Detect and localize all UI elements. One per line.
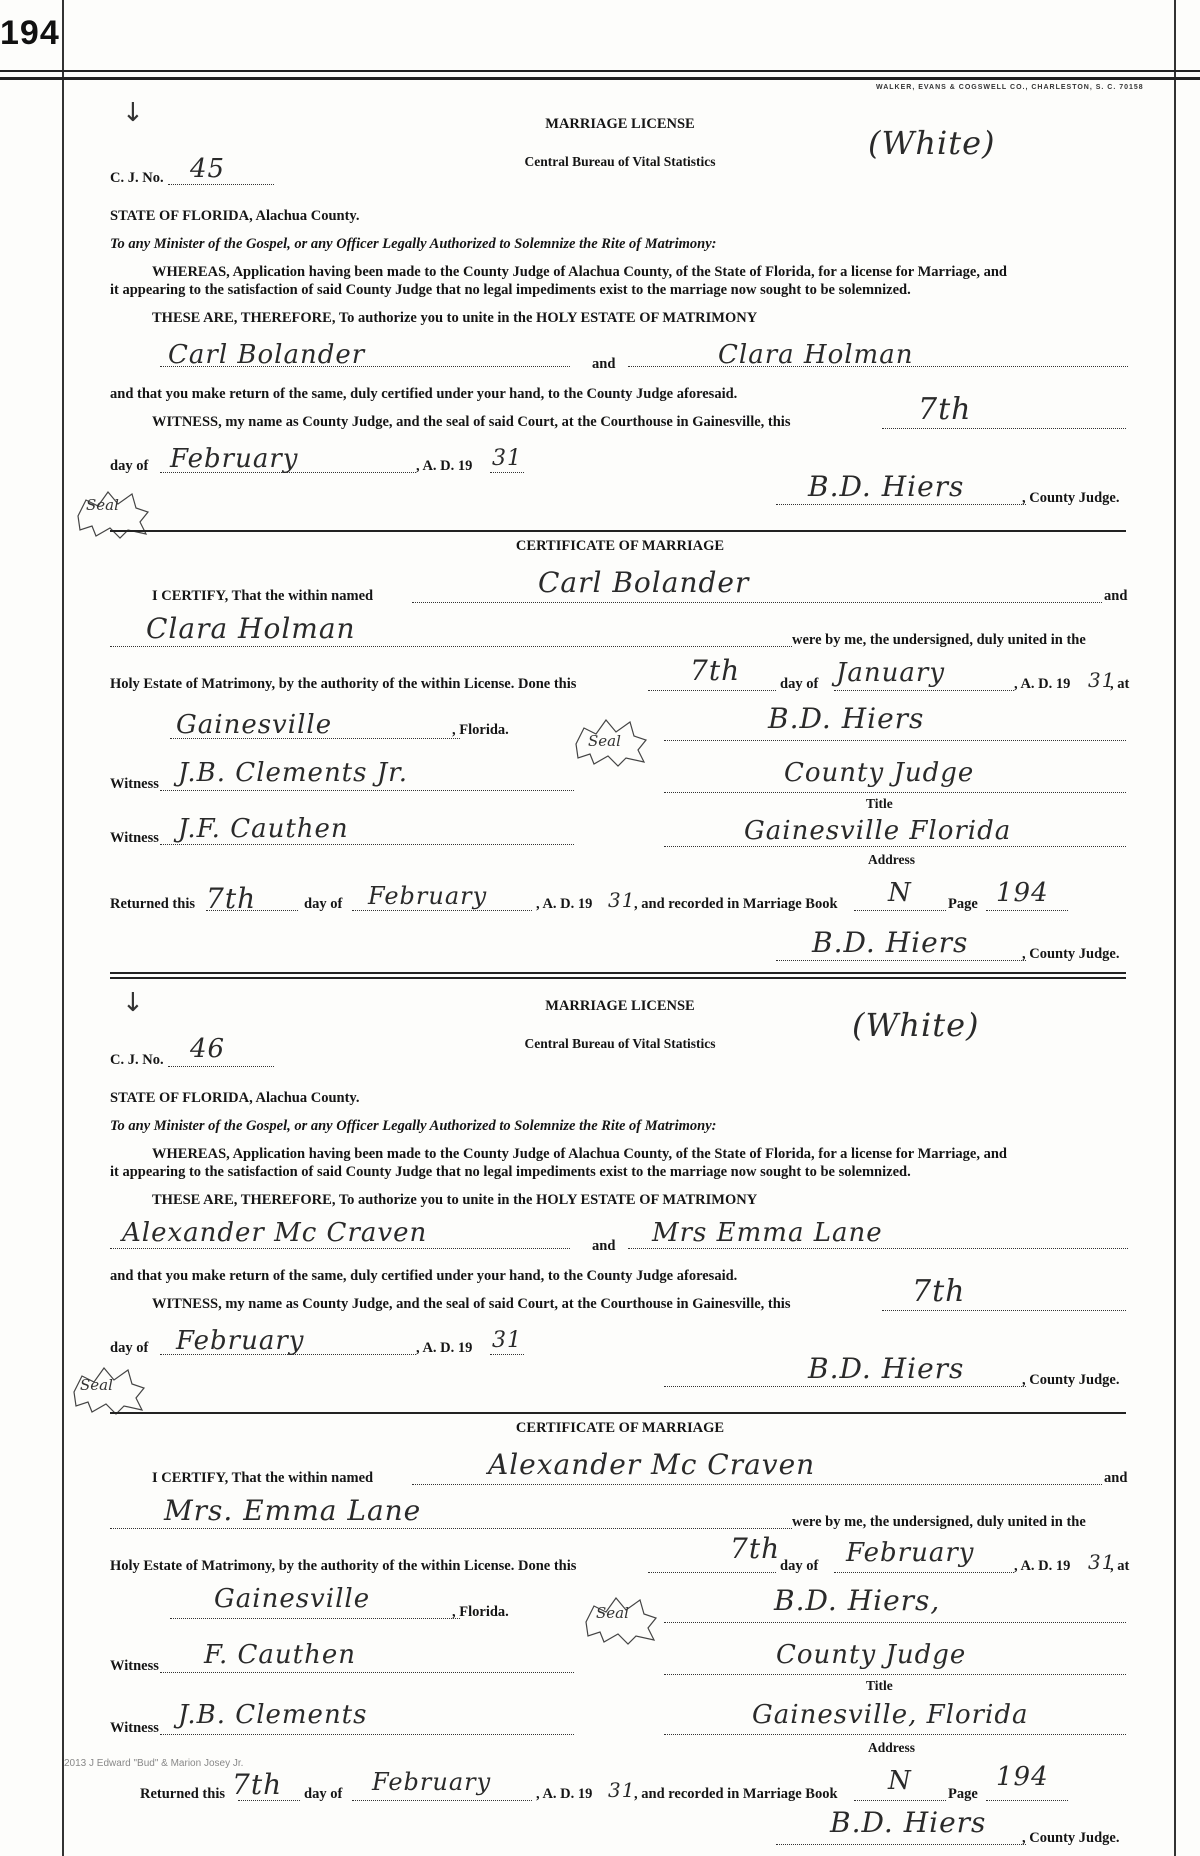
top-rule: [0, 70, 1200, 72]
cj-no-label: C. J. No.: [110, 1052, 164, 1068]
done-month-line: [834, 690, 1014, 691]
record-divider: [110, 972, 1126, 974]
returned-this-label: Returned this: [110, 896, 195, 912]
done-month-line: [834, 1572, 1014, 1573]
holy-estate-label: Holy Estate of Matrimony, by the authority of the within License. Done this: [110, 1558, 577, 1574]
witness-label-2: Witness: [110, 1720, 159, 1736]
groom-name: Alexander Mc Craven: [122, 1218, 428, 1248]
ad-label: , A. D. 19: [416, 458, 473, 474]
certificate-heading: CERTIFICATE OF MARRIAGE: [515, 538, 725, 554]
witness-2-line: [160, 1734, 574, 1735]
i-certify-label: I CERTIFY, That the within named: [152, 588, 374, 604]
recorder-signature: B.D. Hiers: [812, 926, 969, 959]
were-by-me-label: were by me, the undersigned, duly united in the: [792, 1514, 1086, 1530]
done-month: February: [846, 1538, 975, 1568]
bureau-label: Central Bureau of Vital Statistics: [524, 154, 716, 169]
address-label: Address: [868, 1740, 916, 1755]
day-of-label-3: day of: [304, 1786, 343, 1802]
license-year-line: [490, 472, 524, 473]
bride-name: Clara Holman: [718, 340, 914, 370]
license-day: 7th: [918, 392, 972, 427]
printer-credit: WALKER, EVANS & COGSWELL CO., CHARLESTON, S. C. 70158: [876, 84, 1144, 91]
book: N: [888, 878, 912, 908]
left-margin-rule: [62, 0, 64, 1856]
license-day: 7th: [912, 1274, 966, 1309]
check-mark: ↓: [122, 988, 144, 1018]
record-divider-double: [110, 977, 1126, 979]
officiant: B.D. Hiers: [768, 702, 925, 735]
address-label: Address: [868, 852, 916, 867]
ad-label-3: , A. D. 19: [536, 896, 593, 912]
day-of-label-3: day of: [304, 896, 343, 912]
ad-at-label: , A. D. 19: [1014, 676, 1071, 692]
florida-label: , Florida.: [452, 722, 509, 738]
i-certify-label: I CERTIFY, That the within named: [152, 1470, 374, 1486]
cert-bride-line: [110, 646, 792, 647]
returned-month: February: [368, 882, 488, 910]
returned-month: February: [372, 1768, 492, 1796]
cert-groom: Alexander Mc Craven: [488, 1448, 816, 1481]
top-rule-double: [0, 77, 1200, 80]
done-year: 31: [1088, 1550, 1116, 1574]
recorder-signature: B.D. Hiers: [830, 1806, 987, 1839]
whereas-line-2: it appearing to the satisfaction of said County Judge that no legal impediments exist to the marriage now sought to be solemnized.: [110, 282, 911, 298]
race-entry: (White): [852, 1006, 980, 1044]
officiant-line: [664, 740, 1126, 741]
groom-line: [110, 1248, 570, 1249]
whereas-line-2: it appearing to the satisfaction of said County Judge that no legal impediments exist to the marriage now sought to be solemnized.: [110, 1164, 911, 1180]
and-label-2: and: [1104, 1470, 1128, 1486]
recorded-in-label: , and recorded in Marriage Book: [634, 1786, 838, 1802]
place-line: [170, 1618, 460, 1619]
returned-month-line: [352, 1800, 532, 1801]
returned-year: 31: [608, 888, 636, 912]
done-day-line: [648, 1572, 776, 1573]
recorder-line: [776, 1844, 1026, 1845]
seal-label: Seal: [588, 732, 621, 750]
day-of-label: day of: [110, 1340, 149, 1356]
return-line: and that you make return of the same, duly certified under your hand, to the County Judge aforesaid.: [110, 1268, 738, 1284]
witness-2-line: [160, 844, 574, 845]
license-day-line: [882, 1310, 1126, 1311]
and-label: and: [592, 1238, 616, 1254]
title-line: [664, 1674, 1126, 1675]
cert-groom-line: [412, 1484, 1102, 1485]
witness-2: J.B. Clements: [178, 1700, 368, 1730]
at-label: , at: [1110, 1558, 1130, 1574]
judge-signature: B.D. Hiers: [808, 470, 965, 503]
day-of-label-2: day of: [780, 676, 819, 692]
cj-no-label: C. J. No.: [110, 170, 164, 186]
witness-label-1: Witness: [110, 776, 159, 792]
license-year: 31: [492, 446, 522, 471]
done-year: 31: [1088, 668, 1116, 692]
done-month: January: [836, 658, 946, 688]
county-judge-label-2: , County Judge.: [1022, 1830, 1120, 1846]
license-day-line: [882, 428, 1126, 429]
officiant-title: County Judge: [776, 1640, 967, 1670]
copyright-notice: 2013 J Edward "Bud" & Marion Josey Jr.: [64, 1758, 244, 1769]
book-line: [854, 910, 946, 911]
ad-label-3: , A. D. 19: [536, 1786, 593, 1802]
book-line: [854, 1800, 946, 1801]
at-label: , at: [1110, 676, 1130, 692]
done-day: 7th: [690, 654, 741, 687]
returned-month-line: [352, 910, 532, 911]
page-value: 194: [996, 1762, 1049, 1792]
cert-bride: Clara Holman: [146, 612, 356, 645]
officiant-address: Gainesville, Florida: [752, 1700, 1029, 1730]
return-line: and that you make return of the same, duly certified under your hand, to the County Judge aforesaid.: [110, 386, 738, 402]
seal-label: Seal: [86, 496, 119, 514]
returned-day: 7th: [206, 882, 257, 915]
witness-line: WITNESS, my name as County Judge, and the seal of said Court, at the Courthouse in Gainesville, this: [152, 414, 791, 430]
returned-day: 7th: [232, 1768, 283, 1801]
check-mark: ↓: [122, 98, 144, 128]
authorize-line: THESE ARE, THEREFORE, To authorize you to unite in the HOLY ESTATE OF MATRIMONY: [152, 310, 758, 326]
officiant-line: [664, 1622, 1126, 1623]
whereas-line-1: WHEREAS, Application having been made to the County Judge of Alachua County, of the State of Florida, for a license for Marriage, and: [152, 1146, 1007, 1162]
officiant-address: Gainesville Florida: [744, 816, 1012, 846]
page-value: 194: [996, 878, 1049, 908]
section-divider: [110, 1412, 1126, 1414]
county-judge-label-2: , County Judge.: [1022, 946, 1120, 962]
authorize-line: THESE ARE, THEREFORE, To authorize you to unite in the HOLY ESTATE OF MATRIMONY: [152, 1192, 758, 1208]
returned-this-label: Returned this: [140, 1786, 225, 1802]
seal-label: Seal: [80, 1376, 113, 1394]
witness-label-1: Witness: [110, 1658, 159, 1674]
license-month: February: [170, 444, 299, 474]
address-line: To any Minister of the Gospel, or any Officer Legally Authorized to Solemnize the Rite of Matrimony:: [110, 1118, 717, 1134]
day-of-label-2: day of: [780, 1558, 819, 1574]
section-divider: [110, 530, 1126, 532]
whereas-line-1: WHEREAS, Application having been made to the County Judge of Alachua County, of the State of Florida, for a license for Marriage, and: [152, 264, 1007, 280]
bureau-label: Central Bureau of Vital Statistics: [524, 1036, 716, 1051]
holy-estate-label: Holy Estate of Matrimony, by the authority of the within License. Done this: [110, 676, 577, 692]
returned-year: 31: [608, 1778, 636, 1802]
county-judge-label: , County Judge.: [1022, 490, 1120, 506]
page-line: [986, 910, 1068, 911]
officiant-title: County Judge: [784, 758, 975, 788]
were-by-me-label: were by me, the undersigned, duly united in the: [792, 632, 1086, 648]
and-label-2: and: [1104, 588, 1128, 604]
witness-1-line: [160, 790, 574, 791]
cert-bride-line: [110, 1528, 792, 1529]
groom-name: Carl Bolander: [168, 340, 366, 370]
title-line: [664, 792, 1126, 793]
witness-2: J.F. Cauthen: [178, 814, 349, 844]
witness-1: F. Cauthen: [204, 1640, 356, 1670]
cert-groom: Carl Bolander: [538, 566, 750, 599]
done-day-line: [648, 690, 776, 691]
witness-line: WITNESS, my name as County Judge, and the seal of said Court, at the Courthouse in Gainesville, this: [152, 1296, 791, 1312]
license-year: 31: [492, 1328, 522, 1353]
witness-label-2: Witness: [110, 830, 159, 846]
recorded-in-label: , and recorded in Marriage Book: [634, 896, 838, 912]
certificate-heading: CERTIFICATE OF MARRIAGE: [515, 1420, 725, 1436]
witness-1: J.B. Clements Jr.: [178, 758, 409, 788]
license-heading: MARRIAGE LICENSE: [545, 998, 695, 1014]
license-heading: MARRIAGE LICENSE: [545, 116, 695, 132]
ad-label: , A. D. 19: [416, 1340, 473, 1356]
ad-at-label: , A. D. 19: [1014, 1558, 1071, 1574]
place: Gainesville: [176, 710, 333, 740]
cj-no-line: [168, 1066, 274, 1067]
cj-no-value: 45: [190, 154, 226, 184]
address-line: To any Minister of the Gospel, or any Officer Legally Authorized to Solemnize the Rite of Matrimony:: [110, 236, 717, 252]
florida-label: , Florida.: [452, 1604, 509, 1620]
done-day: 7th: [730, 1532, 781, 1565]
address-line-rule: [664, 846, 1126, 847]
cj-no-line: [168, 184, 274, 185]
page-label: Page: [948, 896, 978, 912]
judge-signature: B.D. Hiers: [808, 1352, 965, 1385]
right-margin-rule: [1174, 0, 1176, 1856]
judge-signature-line: [664, 1386, 1026, 1387]
witness-1-line: [160, 1672, 574, 1673]
title-label: Title: [866, 1678, 893, 1693]
license-month: February: [176, 1326, 305, 1356]
cert-groom-line: [412, 602, 1102, 603]
state-label: STATE OF FLORIDA, Alachua County.: [110, 1090, 360, 1106]
page-number: 194: [0, 14, 60, 52]
recorder-line: [776, 960, 1026, 961]
license-year-line: [490, 1354, 524, 1355]
seal-label: Seal: [596, 1604, 629, 1622]
address-line-rule: [664, 1734, 1126, 1735]
and-label: and: [592, 356, 616, 372]
title-label: Title: [866, 796, 893, 811]
bride-name: Mrs Emma Lane: [652, 1218, 883, 1248]
cert-bride: Mrs. Emma Lane: [164, 1494, 422, 1527]
state-label: STATE OF FLORIDA, Alachua County.: [110, 208, 360, 224]
county-judge-label: , County Judge.: [1022, 1372, 1120, 1388]
book: N: [888, 1766, 912, 1796]
page-label: Page: [948, 1786, 978, 1802]
officiant: B.D. Hiers,: [774, 1584, 941, 1617]
cj-no-value: 46: [190, 1034, 226, 1064]
place: Gainesville: [214, 1584, 371, 1614]
race-entry: (White): [868, 124, 996, 162]
page-line: [986, 1800, 1068, 1801]
day-of-label: day of: [110, 458, 149, 474]
bride-line: [628, 1248, 1128, 1249]
judge-signature-line: [776, 504, 1026, 505]
